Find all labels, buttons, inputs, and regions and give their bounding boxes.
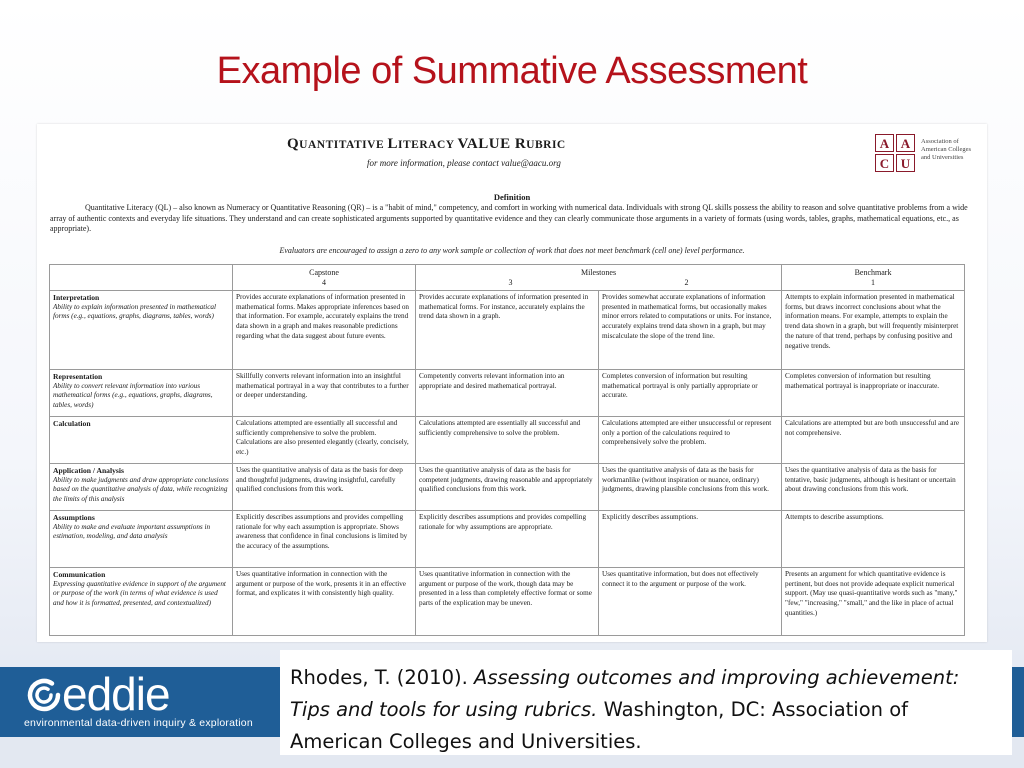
level-3-cell: Competently converts relevant information into an appropriate and desired mathematical portrayal. bbox=[416, 370, 599, 417]
level-4-cell: Uses the quantitative analysis of data as the basis for deep and thoughtful judgments, drawing insightful, carefully qualified conclusions from this work. bbox=[233, 464, 416, 511]
level-4-cell: Uses quantitative information in connection with the argument or purpose of the work, presents it in an effective format, and explicates it with consistently high quality. bbox=[233, 568, 416, 636]
slide-title: Example of Summative Assessment bbox=[216, 50, 808, 92]
citation-suffix: Washington, DC: Association of American Colleges and Universities. bbox=[290, 698, 909, 753]
rubric-title-l-rest: ITERACY bbox=[398, 139, 458, 151]
table-row bbox=[50, 370, 965, 417]
citation-box bbox=[280, 650, 1012, 755]
level-1-cell: Attempts to explain information presented in mathematical forms, but draws incorrect conclusions about what the information means. For example, attempts to explain the trend data shown in a graph, but will frequently misinterpret the nature of that trend, perhaps by confusing positive and negative trends. bbox=[782, 291, 965, 370]
header-capstone-label: Capstone bbox=[309, 268, 339, 277]
criterion-cell bbox=[50, 511, 233, 568]
criterion-name: Application / Analysis bbox=[53, 466, 124, 475]
criterion-cell bbox=[50, 370, 233, 417]
level-2-cell: Explicitly describes assumptions. bbox=[599, 511, 782, 568]
criterion-desc: Ability to make judgments and draw appropriate conclusions based on the quantitative analysis of data, while recognizing the limits of this analysis bbox=[53, 475, 229, 504]
level-1-cell: Uses the quantitative analysis of data as the basis for tentative, basic judgments, although is hesitant or uncertain about drawing conclusions from this work. bbox=[782, 464, 965, 511]
level-2-cell: Calculations attempted are either unsuccessful or represent only a portion of the calculations required to comprehensively solve the problem. bbox=[599, 417, 782, 464]
level-3-cell: Uses the quantitative analysis of data as the basis for competent judgments, drawing reasonable and appropriately qualified conclusions from this work. bbox=[416, 464, 599, 511]
citation-title: Assessing outcomes and improving achievement: Tips and tools for using rubrics. bbox=[290, 666, 960, 721]
rubric-header-row bbox=[50, 265, 965, 291]
level-2-cell: Completes conversion of information but resulting mathematical portrayal is only partially appropriate or accurate. bbox=[599, 370, 782, 417]
criterion-name: Calculation bbox=[53, 419, 91, 428]
header-capstone bbox=[233, 265, 416, 291]
aacu-logo bbox=[875, 134, 917, 174]
definition-heading: Definition bbox=[493, 192, 531, 202]
level-4-cell: Calculations attempted are essentially all successful and sufficiently comprehensive to solve the problem. Calculations are also presented elegantly (clearly, concisely, etc.) bbox=[233, 417, 416, 464]
rubric-title-l: L bbox=[387, 136, 399, 152]
criterion-cell bbox=[50, 568, 233, 636]
table-row bbox=[50, 464, 965, 511]
header-empty bbox=[50, 265, 233, 291]
header-milestone-2: 2 bbox=[684, 278, 689, 287]
header-benchmark-number: 1 bbox=[871, 278, 876, 287]
level-1-cell: Presents an argument for which quantitative evidence is pertinent, but does not provide adequate explicit numerical support. (May use quasi-quantitative words such as "many," "few," "increasing," "small," and the like in place of actual quantities.) bbox=[782, 568, 965, 636]
level-2-cell: Uses quantitative information, but does not effectively connect it to the argument or purpose of the work. bbox=[599, 568, 782, 636]
logo-letter: A bbox=[875, 134, 894, 152]
eddie-wordmark: eddie bbox=[62, 668, 170, 720]
level-4-cell: Provides accurate explanations of information presented in mathematical forms. Makes appropriate inferences based on that information. For example, accurately explains the trend data shown in a graph and makes reasonable predictions regarding what the data suggest about future events. bbox=[233, 291, 416, 370]
criterion-desc: Ability to convert relevant information into various mathematical forms (e.g., equations, graphs, diagrams, tables, words) bbox=[53, 381, 213, 410]
level-3-cell: Uses quantitative information in connection with the argument or purpose of the work, though data may be presented in a less than completely effective format or some parts of the explication may be uneven. bbox=[416, 568, 599, 636]
eddie-tagline: environmental data-driven inquiry & exploration bbox=[24, 717, 253, 729]
table-row bbox=[50, 291, 965, 370]
header-benchmark-label: Benchmark bbox=[854, 268, 892, 277]
level-4-cell: Skillfully converts relevant information into an insightful mathematical portrayal in a way that contributes to a further or deeper understanding. bbox=[233, 370, 416, 417]
criterion-cell bbox=[50, 464, 233, 511]
rubric-subtitle: for more information, please contact value@aacu.org bbox=[367, 158, 561, 168]
table-row bbox=[50, 511, 965, 568]
rubric-title-r: R bbox=[514, 136, 527, 152]
level-1-cell: Completes conversion of information but resulting mathematical portrayal is inappropriate or inaccurate. bbox=[782, 370, 965, 417]
level-1-cell: Attempts to describe assumptions. bbox=[782, 511, 965, 568]
header-benchmark bbox=[782, 265, 965, 291]
level-2-cell: Uses the quantitative analysis of data as the basis for workmanlike (without inspiration or nuance, ordinary) judgments, drawing plausible conclusions from this work. bbox=[599, 464, 782, 511]
aacu-logo-text: Association of American Colleges and Universities bbox=[921, 138, 971, 161]
criterion-cell bbox=[50, 417, 233, 464]
criterion-name: Communication bbox=[53, 570, 106, 579]
table-row bbox=[50, 417, 965, 464]
criterion-desc: Expressing quantitative evidence in support of the argument or purpose of the work (in terms of what evidence is used and how it is formatted, presented, and contextualized) bbox=[53, 579, 226, 608]
level-3-cell: Calculations attempted are essentially all successful and sufficiently comprehensive to solve the problem. bbox=[416, 417, 599, 464]
eddie-logo bbox=[22, 668, 272, 731]
logo-letter: U bbox=[896, 154, 915, 172]
header-milestones-label: Milestones bbox=[580, 268, 617, 277]
rubric-title-r-rest: UBRIC bbox=[526, 139, 566, 151]
rubric-document bbox=[37, 124, 987, 642]
rubric-title bbox=[287, 136, 566, 153]
criterion-desc: Ability to make and evaluate important assumptions in estimation, modeling, and data analysis bbox=[53, 522, 211, 541]
citation-prefix: Rhodes, T. (2010). bbox=[290, 666, 475, 689]
level-1-cell: Calculations are attempted but are both unsuccessful and are not comprehensive. bbox=[782, 417, 965, 464]
rubric-title-q-rest: UANTITATIVE bbox=[299, 139, 388, 151]
logo-letter: C bbox=[875, 154, 894, 172]
level-3-cell: Explicitly describes assumptions and provides compelling rationale for why assumptions are appropriate. bbox=[416, 511, 599, 568]
criterion-desc: Ability to explain information presented in mathematical forms (e.g., equations, graphs, diagrams, tables, words) bbox=[53, 302, 217, 321]
rubric-title-q: Q bbox=[287, 136, 300, 152]
logo-letter: A bbox=[896, 134, 915, 152]
header-milestone-3: 3 bbox=[508, 278, 513, 287]
criterion-cell bbox=[50, 291, 233, 370]
header-capstone-number: 4 bbox=[322, 278, 326, 287]
table-row bbox=[50, 568, 965, 636]
criterion-name: Representation bbox=[53, 372, 103, 381]
header-milestones bbox=[416, 265, 782, 291]
level-3-cell: Provides accurate explanations of information presented in mathematical forms. For instance, accurately explains the trend data shown in a graph. bbox=[416, 291, 599, 370]
rubric-title-value: VALUE bbox=[457, 136, 515, 152]
eddie-swirl-icon bbox=[22, 673, 66, 717]
level-4-cell: Explicitly describes assumptions and provides compelling rationale for why each assumption is appropriate. Shows awareness that confidence in final conclusions is limited by the accuracy of the assumptions. bbox=[233, 511, 416, 568]
evaluators-note: Evaluators are encouraged to assign a zero to any work sample or collection of work that does not meet benchmark (cell one) level performance. bbox=[279, 246, 745, 255]
criterion-name: Interpretation bbox=[53, 293, 100, 302]
rubric-table bbox=[49, 264, 965, 636]
definition-text: Quantitative Literacy (QL) – also known as Numeracy or Quantitative Reasoning (QR) – is a "habit of mind," competency, and comfort in working with numerical data. Individuals with strong QL skills possess the ability to reason and solve quantitative problems from a wide array of authentic contexts and everyday life situations. They understand and can create sophisticated arguments supported by quantitative evidence and they can clearly communicate those arguments in a variety of formats (using words, tables, graphs, mathematical equations, etc., as appropriate). bbox=[50, 203, 968, 233]
criterion-name: Assumptions bbox=[53, 513, 95, 522]
level-2-cell: Provides somewhat accurate explanations of information presented in mathematical forms, but occasionally makes minor errors related to computations or units. For instance, accurately explains trend data shown in a graph, but may miscalculate the slope of the trend line. bbox=[599, 291, 782, 370]
